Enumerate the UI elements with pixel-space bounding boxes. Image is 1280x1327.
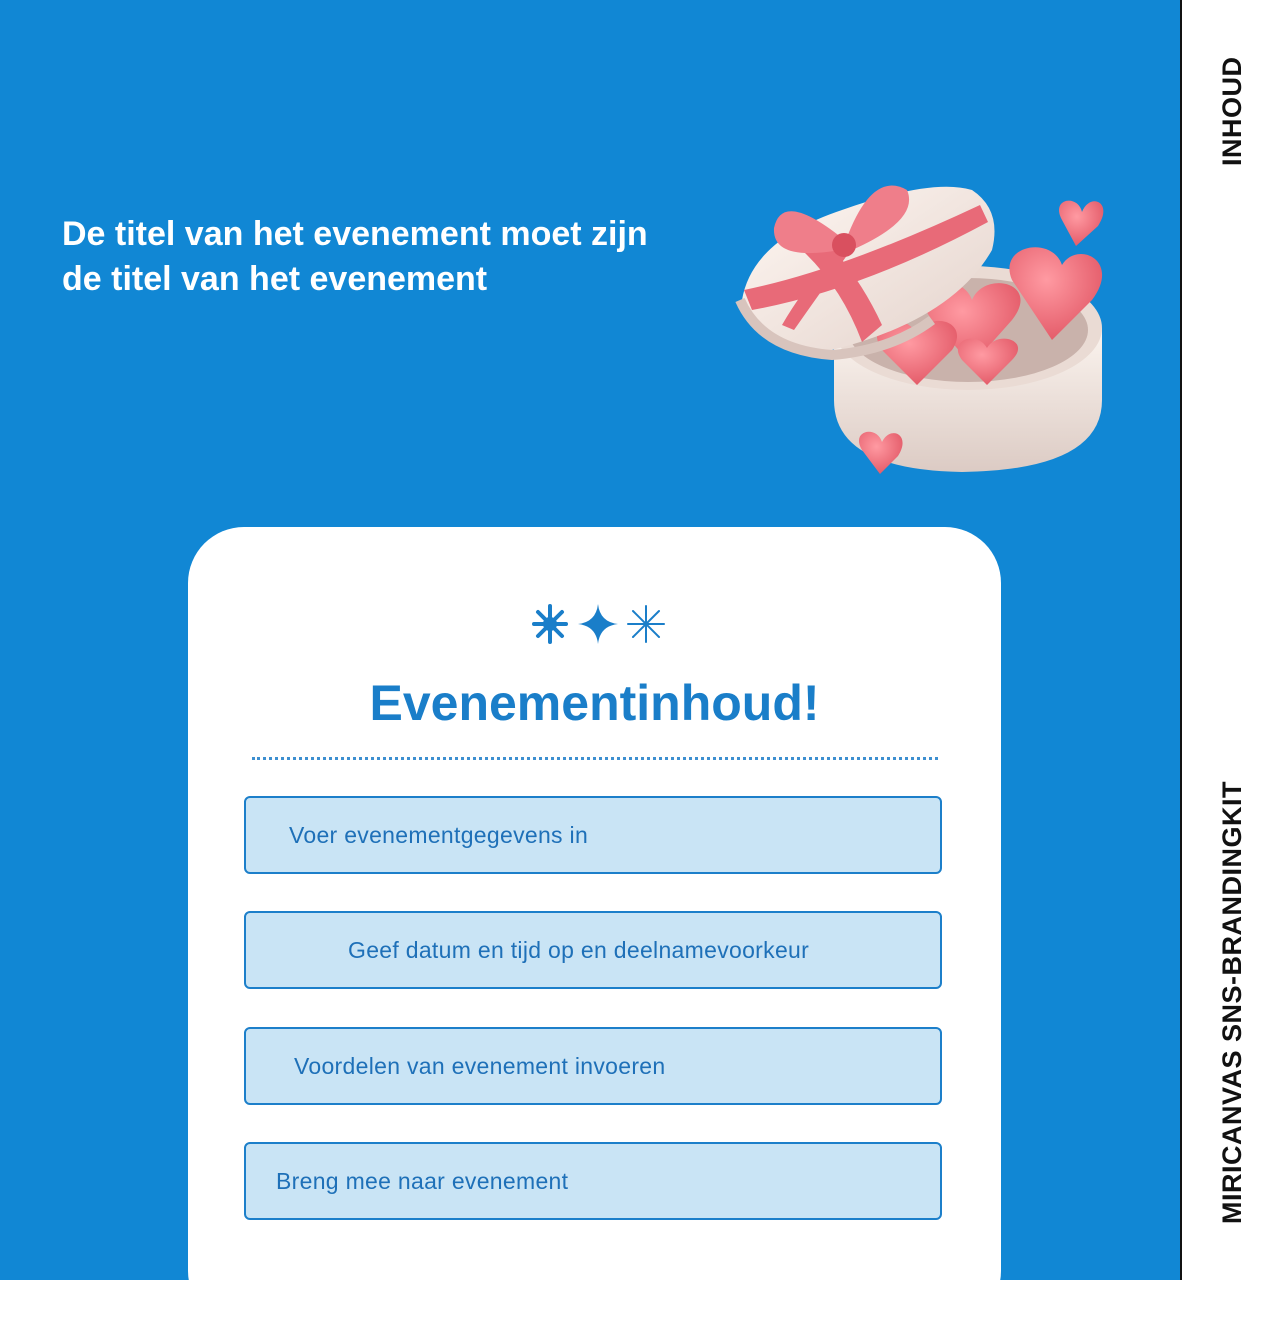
card-title: Evenementinhoud! [369, 675, 820, 731]
content-item-label: Voer evenementgegevens in [289, 822, 589, 848]
content-item-event-details[interactable] [244, 796, 942, 874]
content-item-label: Breng mee naar evenement [276, 1168, 569, 1194]
sidebar-divider [1180, 0, 1182, 1280]
gift-box-with-hearts-icon [722, 150, 1122, 490]
sidebar-label-top: INHOUD [1217, 56, 1247, 166]
content-item-label: Geef datum en tijd op en deelnamevoorkeur [348, 937, 810, 963]
content-item-label: Voordelen van evenement invoeren [294, 1053, 666, 1079]
headline-line-2: de titel van het evenement [62, 260, 488, 298]
content-item-benefits[interactable] [244, 1027, 942, 1105]
dotted-divider [252, 757, 938, 760]
sparkles-icon [528, 600, 668, 648]
sidebar-label-bottom: MIRICANVAS SNS-BRANDINGKIT [1217, 781, 1247, 1224]
headline-line-1: De titel van het evenement moet zijn [62, 215, 648, 253]
headline [62, 212, 722, 302]
content-item-date-time[interactable] [244, 911, 942, 989]
content-item-bring[interactable] [244, 1142, 942, 1220]
